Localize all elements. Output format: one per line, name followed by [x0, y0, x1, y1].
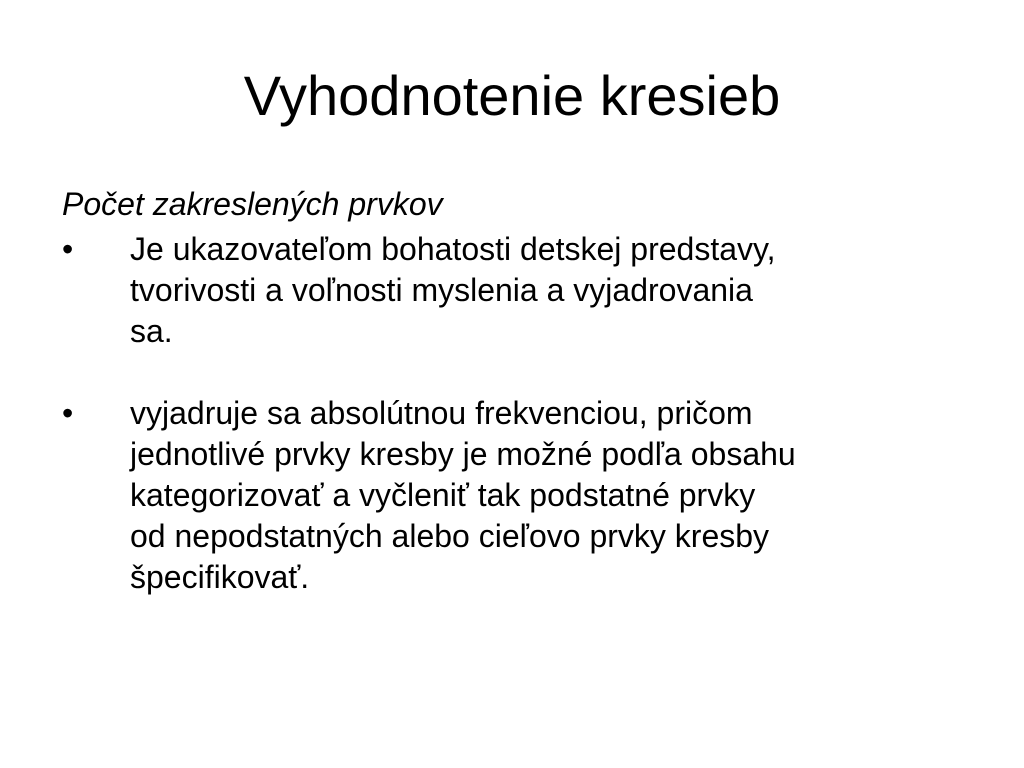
- bullet-line: Je ukazovateľom bohatosti detskej predstavy,: [130, 231, 776, 267]
- bullet-line: od nepodstatných alebo cieľovo prvky kresby: [130, 518, 770, 554]
- bullet-marker: •: [62, 231, 74, 267]
- bullet-item: [62, 229, 982, 352]
- subheading: Počet zakreslených prvkov: [62, 186, 443, 222]
- bullet-line: kategorizovať a vyčleniť tak podstatné prvky: [130, 477, 756, 513]
- bullet-line: vyjadruje sa absolútnou frekvenciou, pričom: [130, 395, 753, 431]
- bullet-line: špecifikovať.: [130, 559, 310, 595]
- bullet-line: jednotlivé prvky kresby je možné podľa obsahu: [130, 436, 796, 472]
- bullet-line: sa.: [130, 313, 173, 349]
- bullet-text: [130, 393, 982, 598]
- slide-title: Vyhodnotenie kresieb: [243, 64, 781, 127]
- bullet-line: tvorivosti a voľnosti myslenia a vyjadrovania: [130, 272, 753, 308]
- slide-content: [62, 184, 982, 598]
- bullet-text: [130, 229, 982, 352]
- bullet-item: [62, 393, 982, 598]
- bullet-list: [62, 229, 982, 598]
- bullet-marker: •: [62, 395, 74, 431]
